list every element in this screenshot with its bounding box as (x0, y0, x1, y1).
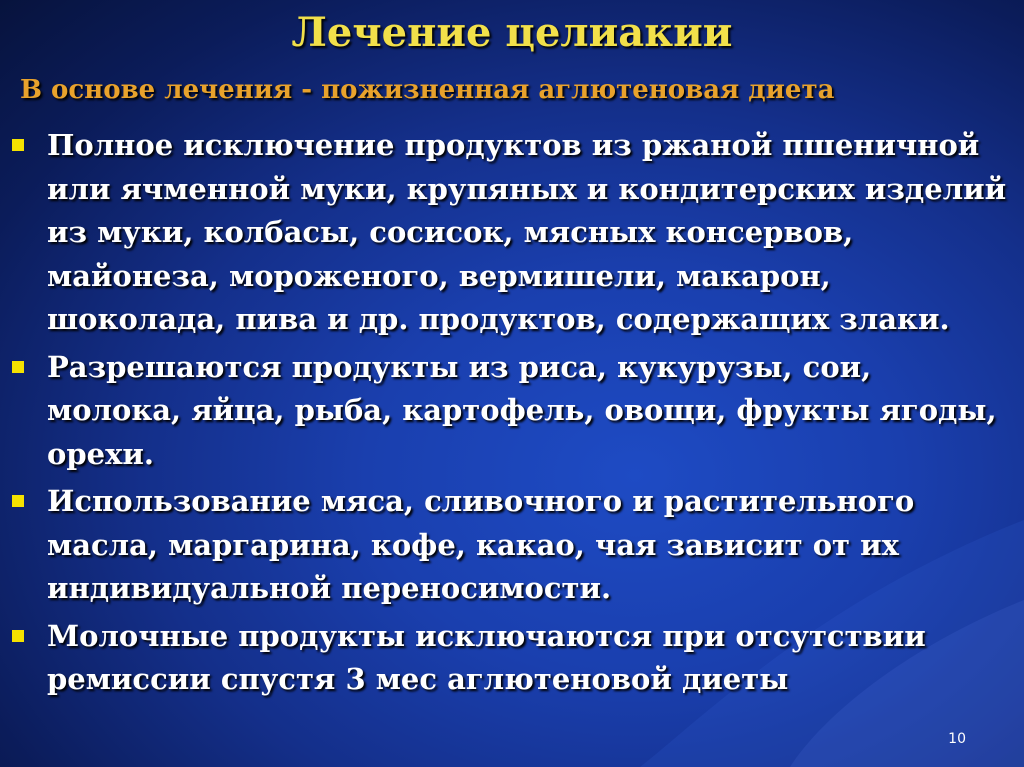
bullet-item (12, 480, 1007, 611)
slide-title: Лечение целиакии (291, 9, 733, 56)
bullet-item (12, 615, 1007, 702)
square-bullet-icon (12, 139, 24, 151)
bullet-text: Разрешаются продукты из риса, кукурузы, сои, молока, яйца, рыба, картофель, овощи, фрукты ягоды, орехи. (47, 349, 997, 471)
bullet-text: Полное исключение продуктов из ржаной пшеничной или ячменной муки, крупяных и кондитерских изделий из муки, колбасы, сосисок, мясных консервов, майонеза, мороженого, вермишели, макарон, шоколада, пива и др. продуктов, содержащих злаки. (47, 128, 1007, 336)
bullet-list (12, 124, 1007, 706)
bullet-text: Использование мяса, сливочного и растительного масла, маргарина, кофе, какао, чая зависит от их индивидуальной переносимости. (47, 484, 915, 605)
page-number: 10 (948, 731, 966, 747)
bullet-item (12, 346, 1007, 477)
square-bullet-icon (12, 361, 24, 373)
bullet-text: Молочные продукты исключаются при отсутствии ремиссии спустя 3 мес аглютеновой диеты (47, 618, 926, 696)
slide-subtitle: В основе лечения - пожизненная аглютеновая диета (20, 75, 835, 105)
square-bullet-icon (12, 495, 24, 507)
square-bullet-icon (12, 630, 24, 642)
bullet-item (12, 124, 1007, 342)
